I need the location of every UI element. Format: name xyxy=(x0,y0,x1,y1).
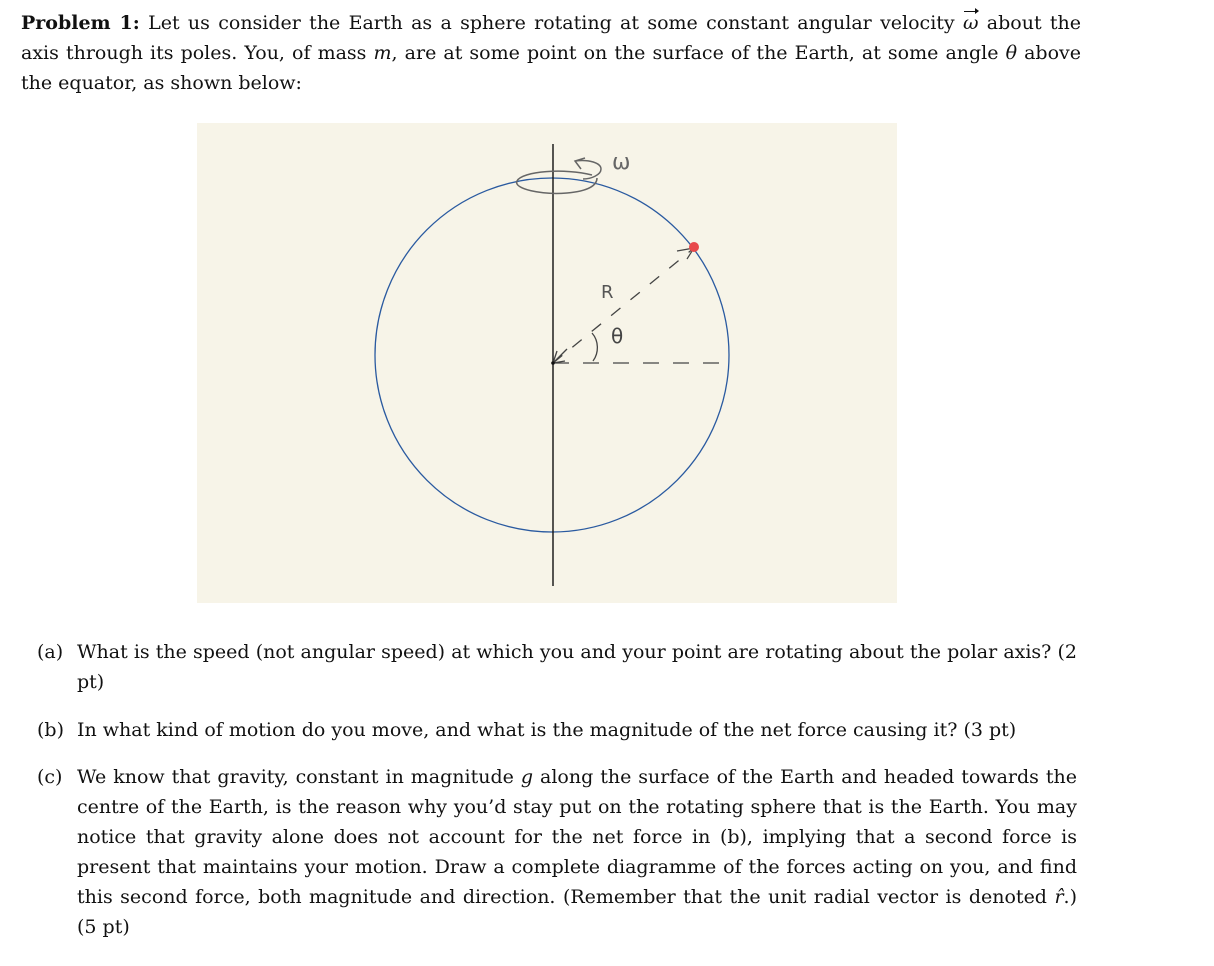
omega-label: ω xyxy=(612,150,631,175)
problem-title: Problem 1: xyxy=(21,12,140,34)
observer-point xyxy=(689,242,699,252)
part-a-text: What is the speed (not angular speed) at which you and your point are rotating about the polar axis? (2 pt) xyxy=(77,641,1077,693)
part-c-label: (c) xyxy=(37,766,63,788)
part-c-text xyxy=(77,762,1077,942)
intro-text-3: , are at some point on the surface of the Earth, at some angle xyxy=(391,42,1006,64)
rotation-arrow-icon xyxy=(575,158,601,179)
part-a-label: (a) xyxy=(37,641,64,663)
earth-diagram-svg xyxy=(197,123,897,603)
radial-unit-vector-symbol: r̂ xyxy=(1054,886,1064,908)
angle-arc xyxy=(592,333,597,361)
part-c-text-1: We know that gravity, constant in magnitude xyxy=(77,766,521,788)
radius-label: R xyxy=(601,282,614,303)
problem-intro xyxy=(21,8,1081,98)
earth-centre-point xyxy=(551,361,555,365)
mass-symbol: m xyxy=(373,42,392,64)
part-b-label: (b) xyxy=(37,719,64,741)
angle-label: θ xyxy=(611,324,624,348)
theta-symbol: θ xyxy=(1005,42,1018,64)
earth-circle xyxy=(375,178,729,532)
intro-text-4: above the equator, as shown below: xyxy=(21,42,1081,94)
rotation-ellipse xyxy=(517,171,597,193)
gravity-symbol: g xyxy=(520,766,534,788)
part-b-text: In what kind of motion do you move, and what is the magnitude of the net force causing it? (3 pt) xyxy=(77,719,1017,741)
radius-line xyxy=(553,248,694,363)
part-c-text-2: along the surface of the Earth and headed towards the centre of the Earth, is the reason why you’d stay put on the rotating sphere that is the Earth. You may notice that gravity alone does not account for the net force in (b), implying that a second force is present that maintains your motion. Draw a complete diagramme of the forces acting on you, and find this second force, both magnitude and direction. (Remember that the unit radial vector is denoted xyxy=(77,766,1077,908)
radius-arrowhead xyxy=(553,349,567,363)
part-c-text-3: .) (5 pt) xyxy=(77,886,1077,938)
omega-vector-symbol: ω xyxy=(963,8,979,38)
intro-text-1: Let us consider the Earth as a sphere rotating at some constant angular velocity xyxy=(148,12,963,34)
earth-diagram xyxy=(197,123,897,603)
intro-text-2: about the axis through its poles. You, of mass xyxy=(21,12,1082,64)
